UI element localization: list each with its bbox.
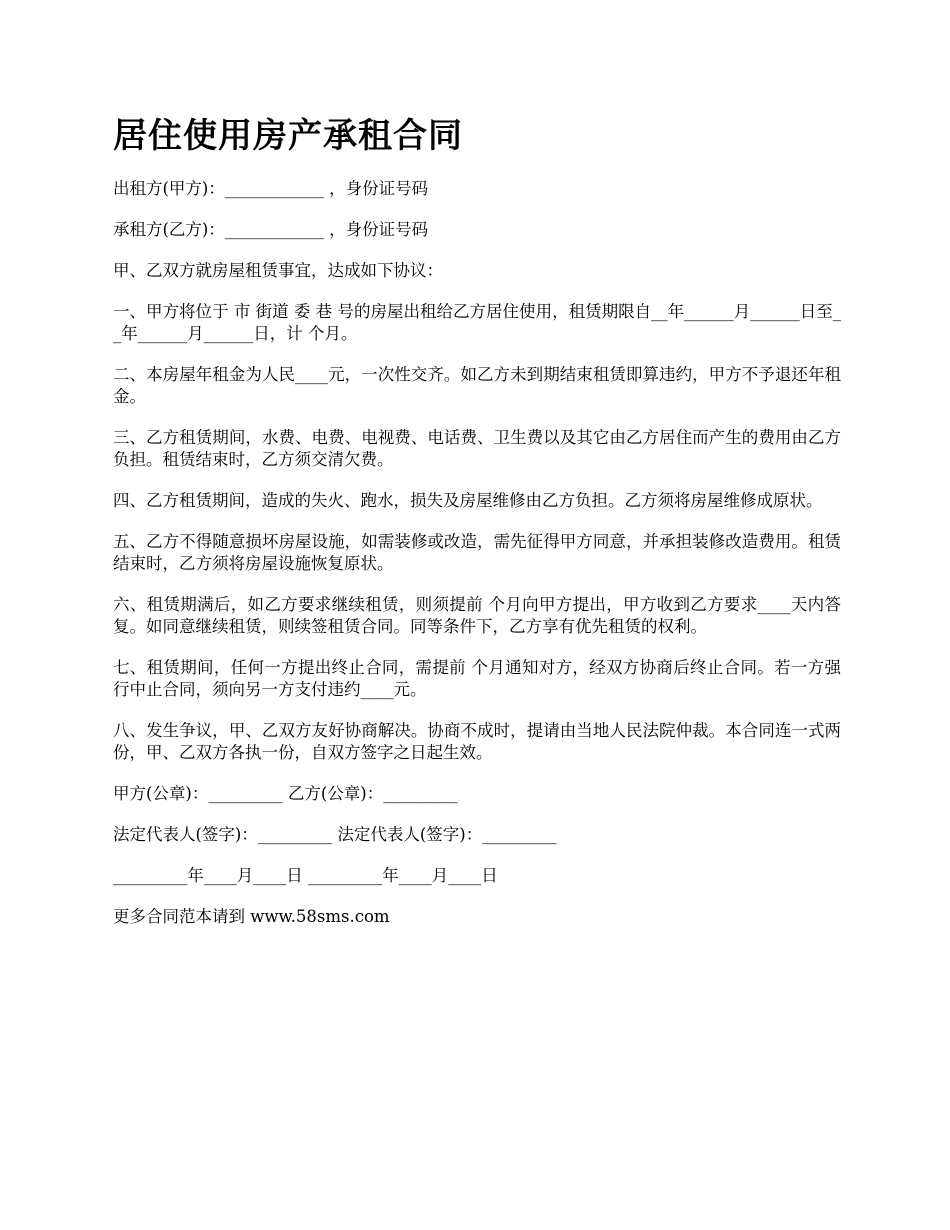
document-page bbox=[113, 108, 841, 947]
representative-signature-line: 法定代表人(签字)：_________ 法定代表人(签字)：_________ bbox=[113, 825, 557, 844]
lessee-line: 承租方(乙方)：____________ ，身份证号码 bbox=[113, 220, 429, 239]
clause-6: 六、租赁期满后，如乙方要求继续租赁，则须提前 个月向甲方提出，甲方收到乙方要求____天内答复。如同意继续租赁，则续签租赁合同。同等条件下，乙方享有优先租赁的权利。 bbox=[113, 595, 841, 636]
clause-2: 二、本房屋年租金为人民____元，一次性交齐。如乙方未到期结束租赁即算违约，甲方不予退还年租金。 bbox=[113, 365, 841, 406]
clause-7: 七、租赁期间，任何一方提出终止合同，需提前 个月通知对方，经双方协商后终止合同。若一方强行中止合同，须向另一方支付违约____元。 bbox=[113, 658, 841, 699]
document-title: 居住使用房产承租合同 bbox=[113, 116, 463, 156]
clause-5: 五、乙方不得随意损坏房屋设施，如需装修或改造，需先征得甲方同意，并承担装修改造费用。租赁结束时，乙方须将房屋设施恢复原状。 bbox=[113, 532, 841, 573]
agreement-intro: 甲、乙双方就房屋租赁事宜，达成如下协议： bbox=[113, 261, 443, 280]
lessor-line: 出租方(甲方)：____________ ，身份证号码 bbox=[113, 179, 429, 198]
date-line: _________年____月____日 _________年____月____日 bbox=[113, 866, 498, 885]
clause-4: 四、乙方租赁期间，造成的失火、跑水，损失及房屋维修由乙方负担。乙方须将房屋维修成原状。 bbox=[113, 491, 823, 510]
clause-8: 八、发生争议，甲、乙双方友好协商解决。协商不成时，提请由当地人民法院仲裁。本合同连一式两份，甲、乙双方各执一份，自双方签字之日起生效。 bbox=[113, 721, 841, 762]
footer-note: 更多合同范本请到 www.58sms.com bbox=[113, 907, 390, 926]
seal-line: 甲方(公章)：_________ 乙方(公章)：_________ bbox=[113, 784, 458, 803]
clause-1: 一、甲方将位于 市 街道 委 巷 号的房屋出租给乙方居住使用，租赁期限自__年______月______日至__年______月______日，计 个月。 bbox=[113, 302, 841, 343]
clause-3: 三、乙方租赁期间，水费、电费、电视费、电话费、卫生费以及其它由乙方居住而产生的费用由乙方负担。租赁结束时，乙方须交清欠费。 bbox=[113, 428, 841, 469]
